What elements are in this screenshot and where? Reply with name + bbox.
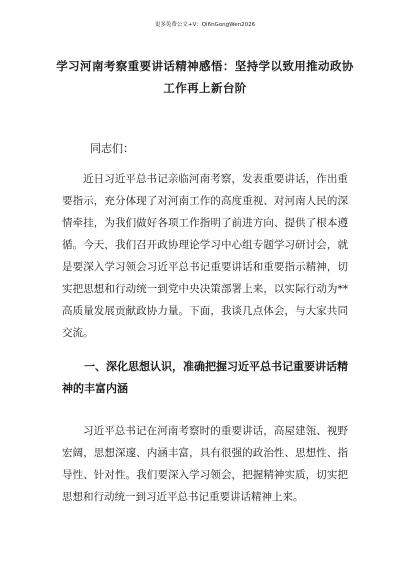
- document-title-line-1: 学习河南考察重要讲话精神感悟：坚持学以致用推动政协: [56, 59, 354, 73]
- header-text: 更多免费公文+V：Qi6nGongWen2026: [154, 22, 256, 28]
- section-paragraph: 习近平总书记在河南考察时的重要讲话，高屋建瓴、视野宏阔，思想深邃、内涵丰富，具有很强的政治性、思想性、指导性、针对性。我们要深入学习领会，把握精神实质，切实把思想和行动统一到习近平总书记重要讲话精神上来。: [62, 425, 348, 503]
- section-heading: 一、深化思想认识，准确把握习近平总书记重要讲话精神的丰富内涵: [62, 360, 348, 395]
- salutation: 同志们：: [90, 142, 134, 155]
- intro-paragraph: 近日习近平总书记亲临河南考察，发表重要讲话，作出重要指示，充分体现了对河南工作的高度重视、对河南人民的深情牵挂，为我们做好各项工作指明了前进方向、提供了根本遵循。今天，我们召开政协理论学习中心组专题学习研讨会，就是要深入学习领会习近平总书记重要讲话和重要指示精神，切实把思想和行动统一到党中央决策部署上来，以实际行动为**高质量发展贡献政协力量。下面，我谈几点体会，与大家共同交流。: [62, 173, 348, 339]
- document-title-line-2: 工作再上新台阶: [163, 81, 247, 95]
